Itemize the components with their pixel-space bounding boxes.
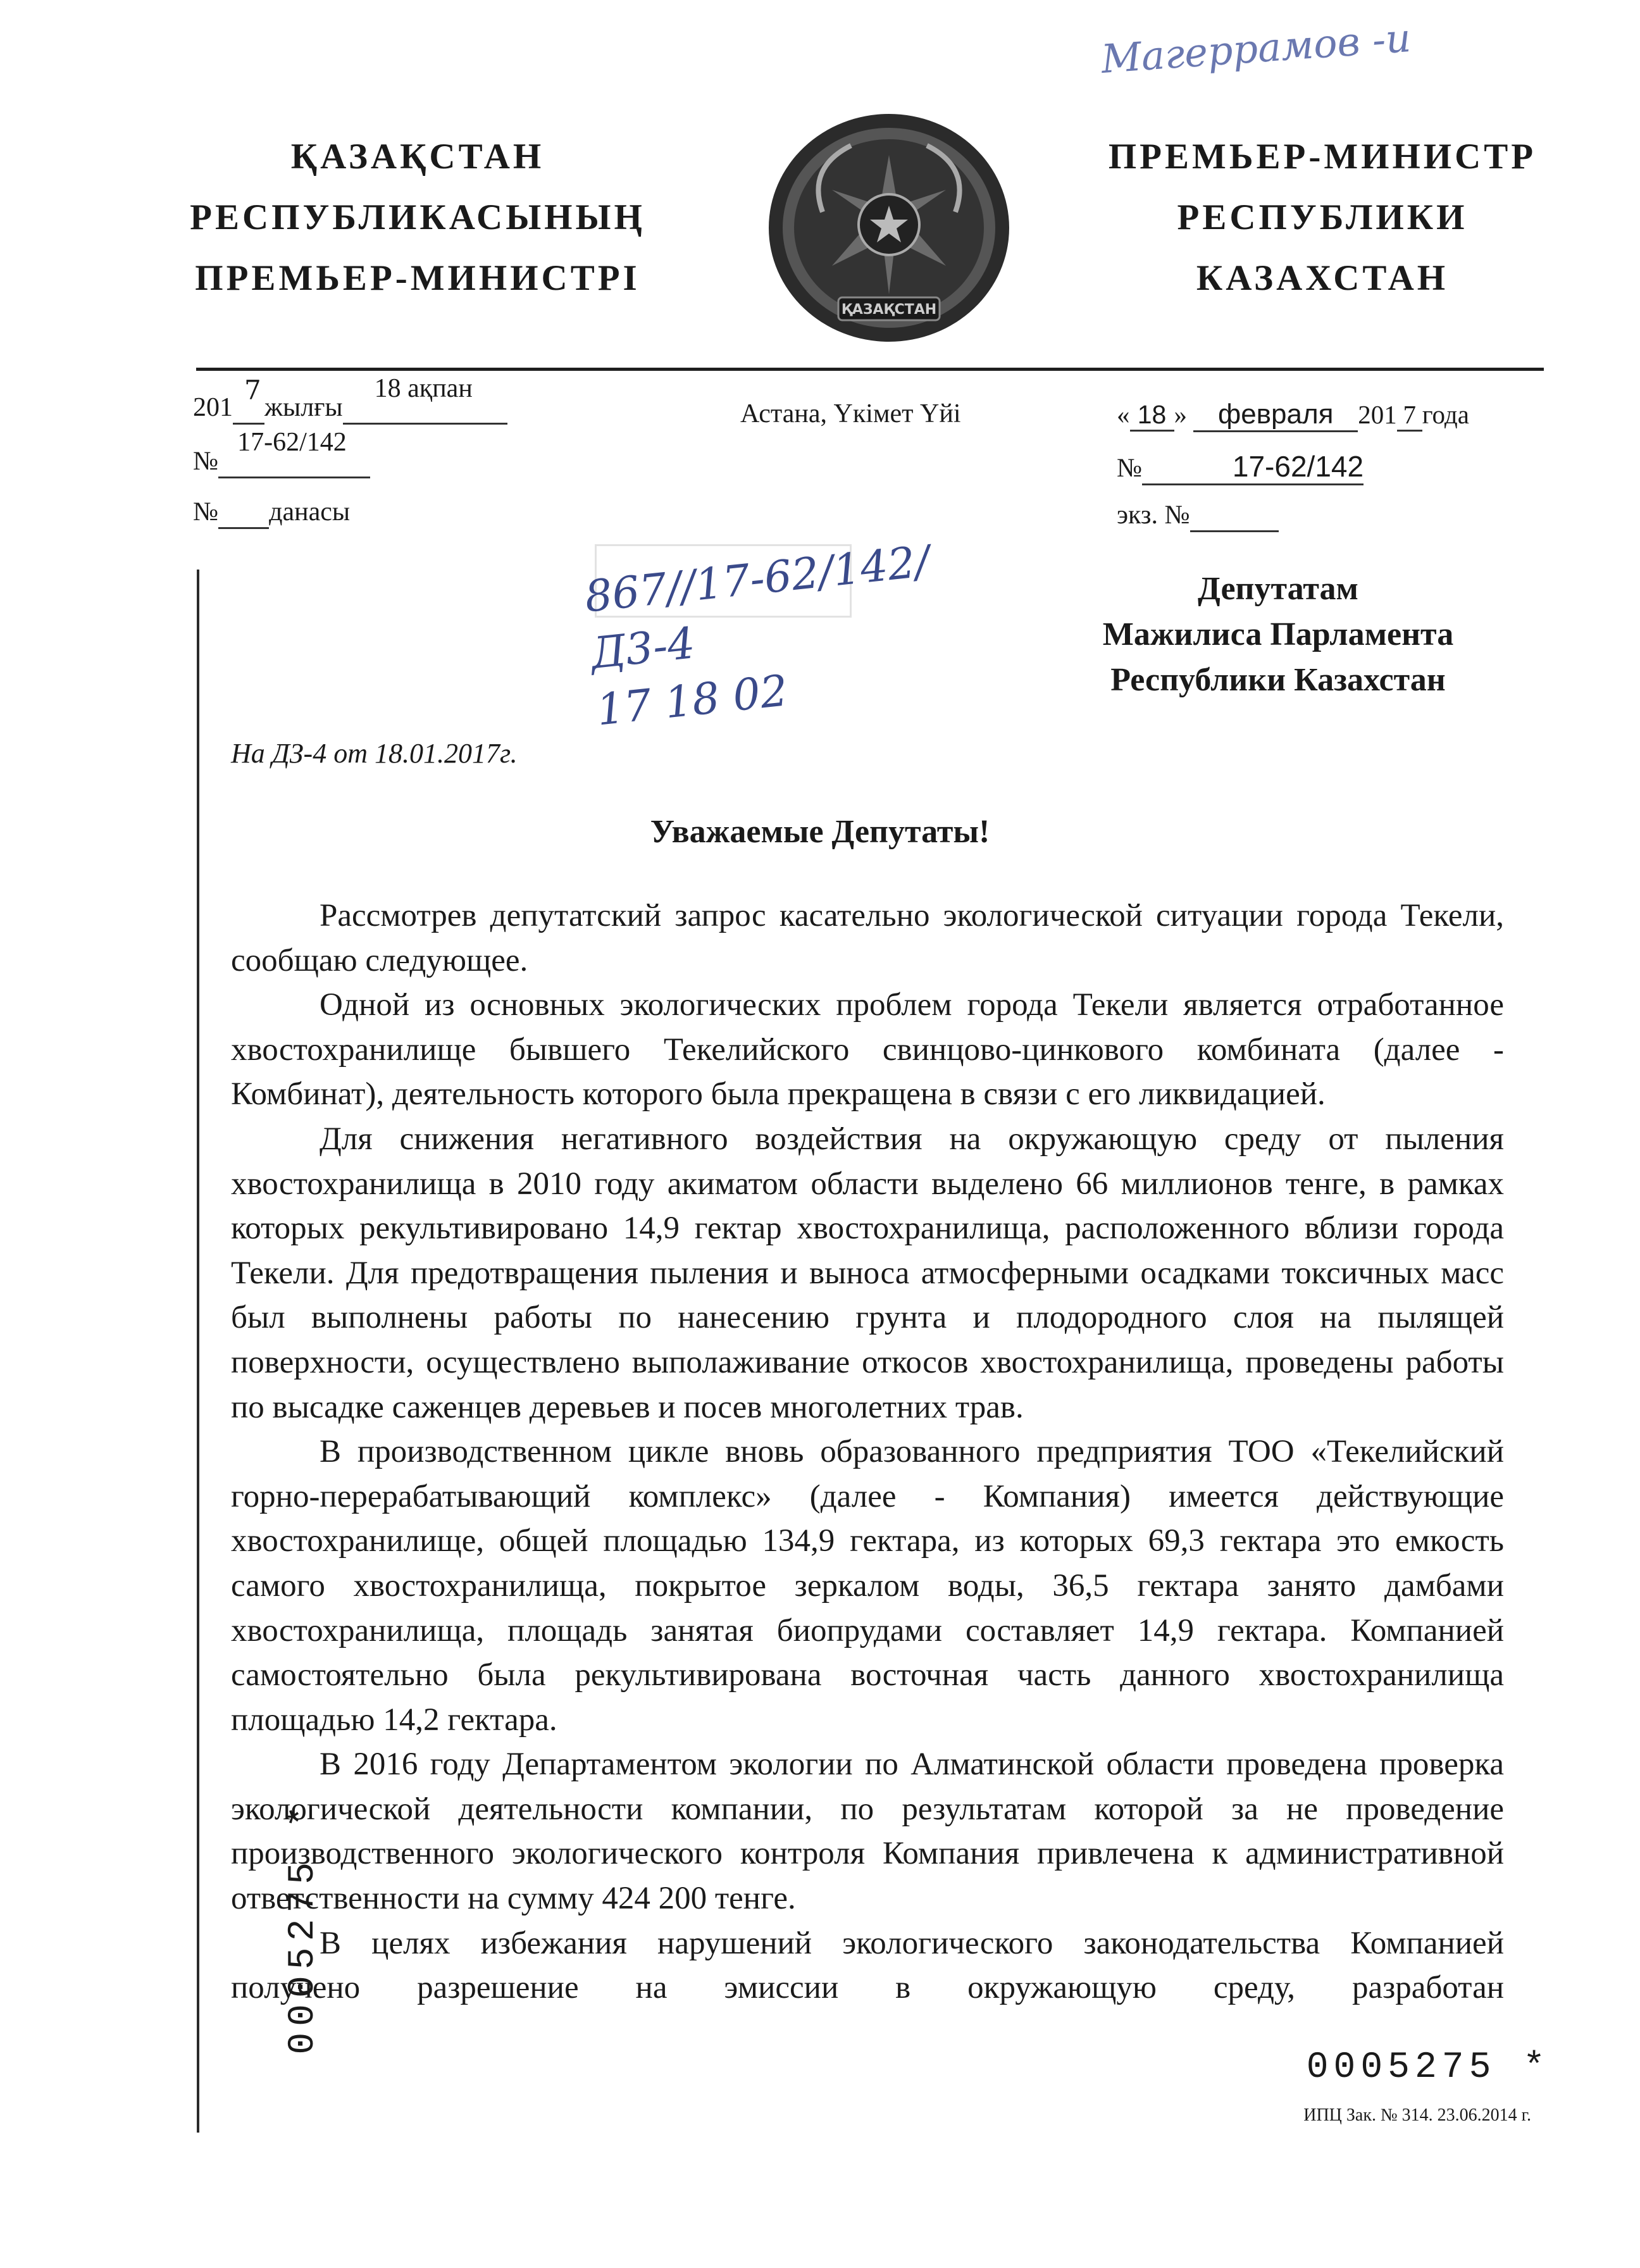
num-value-ru: 17-62/142 bbox=[1142, 449, 1364, 485]
year-prefix: 201 bbox=[193, 393, 233, 422]
ru-year-suffix: года bbox=[1422, 400, 1469, 429]
greeting: Уважаемые Депутаты! bbox=[650, 814, 990, 850]
year-digit: 7 bbox=[244, 375, 261, 406]
header-left-line: ПРЕМЬЕР-МИНИСТРІ bbox=[195, 258, 640, 298]
header-left-line: РЕСПУБЛИКАСЫНЫҢ bbox=[190, 197, 645, 237]
margin-rule bbox=[197, 570, 199, 2133]
ru-year-digit: 7 bbox=[1397, 399, 1422, 432]
reference: На ДЗ-4 от 18.01.2017г. bbox=[231, 738, 518, 769]
header-right-line: ПРЕМЬЕР-МИНИСТР bbox=[1108, 137, 1537, 177]
date-ru-line bbox=[1117, 399, 1469, 432]
copy-suffix: данасы bbox=[269, 497, 351, 526]
letter-body bbox=[231, 894, 1504, 2010]
date-kz: 18 ақпан bbox=[374, 374, 473, 403]
paragraph: В производственном цикле вновь образованного предприятия ТОО «Текелийский горно-перерабатывающий комплекс» (далее - Компания) имеется действующие хвостохранилище, общей площадью 134,9 гектара, из которых 69,3 гектара это емкость самого хвостохранилища, покрытое зеркалом воды, 36,5 гектара занято дамбами хвостохранилища, площадь занятая биопрудами составляет 14,9 гектара. Компанией самостоятельно была рекультивирована восточная часть данного хвостохранилища площадью 14,2 гектара. bbox=[231, 1434, 1504, 1738]
serial-bottom: 0005275 * bbox=[1306, 2047, 1550, 2088]
num-label: № bbox=[193, 447, 219, 476]
year-suffix: жылғы bbox=[264, 393, 343, 422]
emblem-text: ҚАЗАҚСТАН bbox=[841, 302, 937, 318]
registration-line: 867//17-62/142/Д3-4 bbox=[582, 536, 933, 680]
date-kz-line bbox=[193, 374, 585, 425]
outgoing-number-kz bbox=[193, 428, 370, 478]
copy-number-kz bbox=[193, 497, 350, 529]
header-right-line: РЕСПУБЛИКИ bbox=[1177, 197, 1468, 237]
addressee-line: Мажилиса Парламента bbox=[1102, 616, 1454, 652]
state-emblem bbox=[762, 111, 1016, 345]
paragraph: Одной из основных экологических проблем города Текели является отработанное хвостохранилище бывшего Текелийского свинцово-цинкового комбината (далее - Комбинат), деятельность которого была прекращена в связи с его ликвидацией. bbox=[231, 987, 1504, 1112]
paragraph: Рассмотрев депутатский запрос касательно экологической ситуации города Текели, сообщаю следующее. bbox=[231, 898, 1504, 978]
ru-year-prefix: 201 bbox=[1358, 400, 1397, 429]
ru-num-label: № bbox=[1117, 454, 1143, 483]
quote-close: » bbox=[1174, 400, 1187, 429]
print-footer: ИПЦ Зак. № 314. 23.06.2014 г. bbox=[1303, 2105, 1531, 2125]
paragraph: В 2016 году Департаментом экологии по Алматинской области проведена проверка экологической деятельности компании, по результатам которой за не проведение производственного экологического контроля Компания привлечена к административной ответственности на сумму 424 200 тенге. bbox=[231, 1747, 1504, 1917]
quote-open: « bbox=[1117, 400, 1130, 429]
paragraph: В целях избежания нарушений экологического законодательства Компанией получено разрешение на эмиссии в окружающую среду, разработан bbox=[231, 1925, 1504, 2006]
num-value-kz: 17-62/142 bbox=[237, 428, 347, 457]
addressee-line: Республики Казахстан bbox=[1110, 662, 1446, 698]
outgoing-number-ru bbox=[1117, 449, 1364, 485]
registration-line: 17 18 02 bbox=[594, 666, 790, 736]
header-right bbox=[1095, 127, 1550, 309]
serial-side: 0005275 * bbox=[283, 1799, 324, 2055]
header-left bbox=[190, 127, 645, 309]
copy-number-ru bbox=[1117, 500, 1279, 532]
signature-note: Магеррамов -и bbox=[1100, 14, 1413, 83]
header-divider bbox=[196, 368, 1544, 371]
addressee bbox=[1044, 566, 1512, 703]
header-left-line: ҚАЗАҚСТАН bbox=[290, 137, 545, 177]
month: февраля bbox=[1193, 399, 1358, 432]
header-right-line: КАЗАХСТАН bbox=[1196, 258, 1449, 298]
ru-copy-label: экз. № bbox=[1117, 501, 1190, 530]
day: 18 bbox=[1130, 400, 1174, 432]
city: Астана, Үкімет Үйі bbox=[740, 399, 961, 428]
copy-label: № bbox=[193, 497, 219, 526]
addressee-line: Депутатам bbox=[1198, 571, 1358, 607]
paragraph: Для снижения негативного воздействия на окружающую среду от пыления хвостохранилища в 2010 году акиматом области выделено 66 миллионов тенге, в рамках которых рекультивировано 14,9 гектар хвостохранилища, расположенного вблизи города Текели. Для предотвращения пыления и выноса атмосферными осадками токсичных масс был выполнены работы по нанесению грунта и плодородного слоя на пылящей поверхности, осуществлено выполаживание откосов хвостохранилища, проведены работы по высадке саженцев деревьев и посев многолетних трав. bbox=[231, 1121, 1504, 1425]
